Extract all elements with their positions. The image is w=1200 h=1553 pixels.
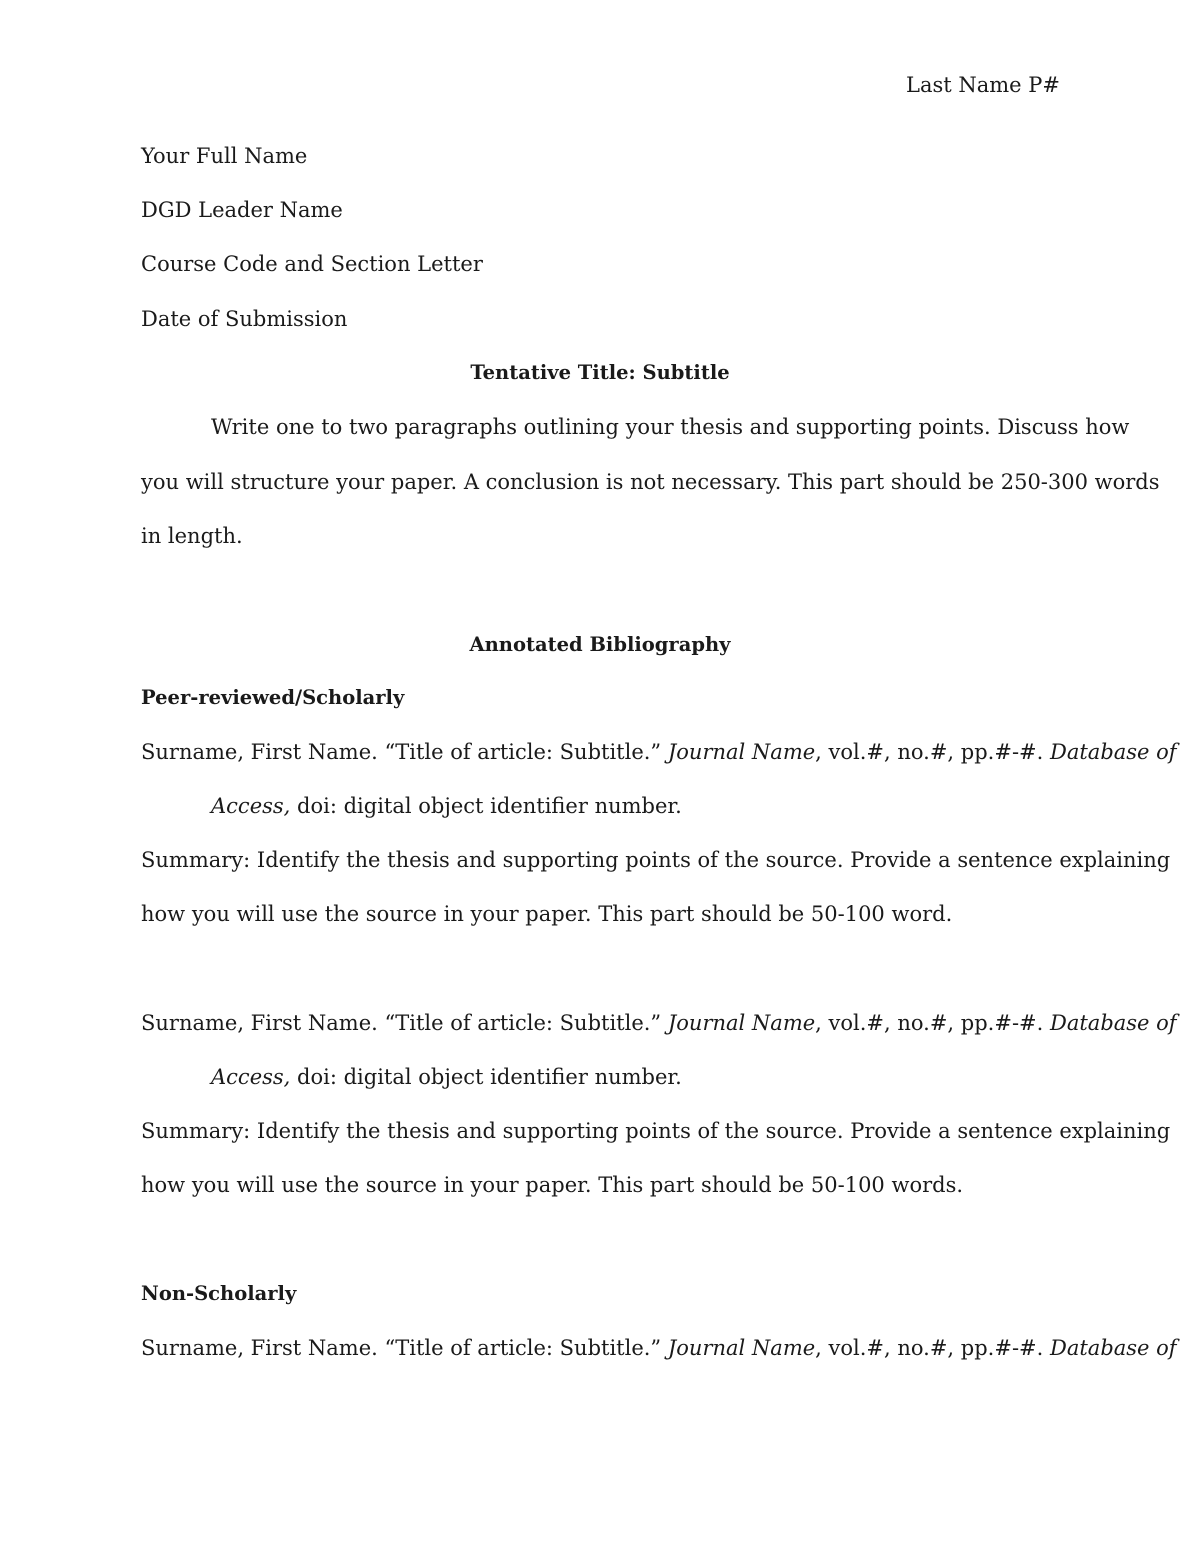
student-name: Your Full Name	[141, 144, 308, 168]
database-name: Database of	[1050, 1336, 1177, 1360]
summary-line: how you will use the source in your paper. This part should be 50-100 word.	[141, 902, 953, 926]
running-head: Last Name P#	[906, 73, 1060, 97]
database-name: Database of	[1050, 740, 1177, 764]
journal-name: Journal Name	[667, 740, 816, 764]
journal-name: Journal Name	[667, 1011, 816, 1035]
summary-line: how you will use the source in your paper. This part should be 50-100 words.	[141, 1173, 964, 1197]
dgd-leader-name: DGD Leader Name	[141, 198, 343, 222]
journal-name: Journal Name	[667, 1336, 816, 1360]
submission-date: Date of Submission	[141, 307, 348, 331]
database-name: Access,	[211, 1065, 291, 1089]
citation-line: Access, doi: digital object identifier number.	[211, 1065, 682, 1089]
paper-title: Tentative Title: Subtitle	[470, 361, 730, 384]
database-name: Access,	[211, 794, 291, 818]
citation-line: Access, doi: digital object identifier number.	[211, 794, 682, 818]
database-name: Database of	[1050, 1011, 1177, 1035]
summary-line: Summary: Identify the thesis and supporting points of the source. Provide a sentence explaining	[141, 848, 1171, 872]
intro-line: Write one to two paragraphs outlining your thesis and supporting points. Discuss how	[211, 415, 1130, 439]
summary-line: Summary: Identify the thesis and supporting points of the source. Provide a sentence explaining	[141, 1119, 1171, 1143]
citation-line: Surname, First Name. “Title of article: Subtitle.” Journal Name, vol.#, no.#, pp.#-#. Database of	[141, 740, 1177, 764]
citation-line: Surname, First Name. “Title of article: Subtitle.” Journal Name, vol.#, no.#, pp.#-#. Database of	[141, 1011, 1177, 1035]
section-heading-scholarly: Peer-reviewed/Scholarly	[141, 686, 405, 709]
course-code: Course Code and Section Letter	[141, 252, 483, 276]
intro-line: in length.	[141, 524, 243, 548]
bibliography-heading: Annotated Bibliography	[469, 633, 731, 656]
citation-line: Surname, First Name. “Title of article: Subtitle.” Journal Name, vol.#, no.#, pp.#-#. Database of	[141, 1336, 1177, 1360]
intro-line: you will structure your paper. A conclusion is not necessary. This part should be 250-300 words	[141, 470, 1160, 494]
section-heading-non-scholarly: Non-Scholarly	[141, 1282, 297, 1305]
